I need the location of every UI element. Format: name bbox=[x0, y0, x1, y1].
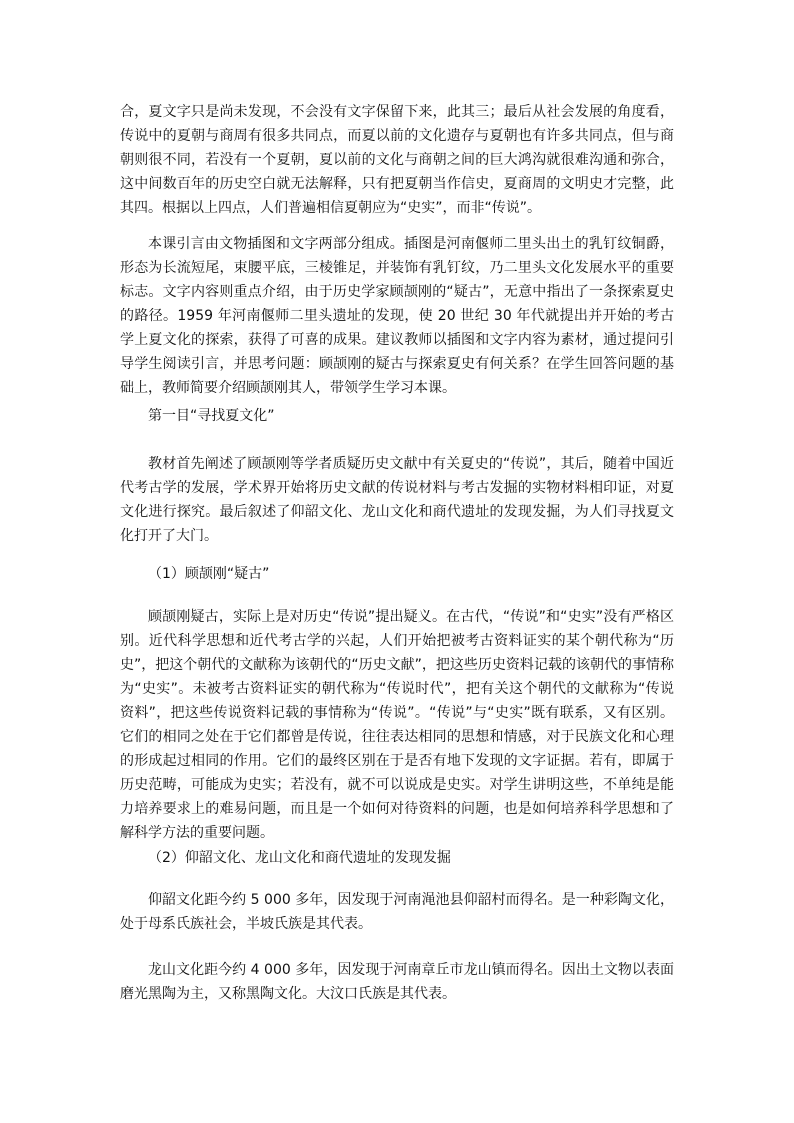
subheading-site-discoveries: （2）仰韶文化、龙山文化和商代遗址的发现发掘 bbox=[148, 850, 451, 866]
paragraph-legend-vs-history: 顾颉刚疑古，实际上是对历史“传说”提出疑义。在古代，“传说”和“史实”没有严格区别。近代科学思想和近代考古学的兴起，人们开始把被考古资料证实的某个朝代称为“历史”，把这个朝代的文献称为该朝代的“历史文献”，把这些历史资料记载的该朝代的事情称为“史实”。未被考古资料证实的朝代称为“传说时代”，把有关这个朝代的文献称为“传说资料”，把这些传说资料记载的事情称为“传说”。“传说”与“史实”既有联系，又有区别。它们的相同之处在于它们都曾是传说，往往表达相同的思想和情感，对于民族文化和心理的形成起过相同的作用。它们的最终区别在于是否有地下发现的文字证据。若有，即属于历史范畴，可能成为史实；若没有，就不可以说成是史实。对学生讲明这些，不单纯是能力培养要求上的难易问题，而且是一个如何对待资料的问题，也是如何培养科学思想和了解科学方法的重要问题。 bbox=[120, 609, 674, 841]
paragraph-dynasty-evidence: 合，夏文字只是尚未发现，不会没有文字保留下来，此其三；最后从社会发展的角度看，传说中的夏朝与商周有很多共同点，而夏以前的文化遗存与夏朝也有许多共同点，但与商朝则很不同，若没有一个夏朝，夏以前的文化与商朝之间的巨大鸿沟就很难沟通和弥合，这中间数百年的历史空白就无法解释，只有把夏朝当作信史，夏商周的文明史才完整，此其四。根据以上四点，人们普遍相信夏朝应为“史实”，而非“传说”。 bbox=[120, 104, 674, 216]
paragraph-textbook-overview: 教材首先阐述了顾颉刚等学者质疑历史文献中有关夏史的“传说”，其后，随着中国近代考古学的发展，学术界开始将历史文献的传说材料与考古发掘的实物材料相印证，对夏文化进行探究。最后叙述了仰韶文化、龙山文化和商代遗址的发现发掘，为人们寻找夏文化打开了大门。 bbox=[120, 456, 674, 544]
subheading-gu-jiegang-doubt: （1）顾颉刚“疑古” bbox=[148, 566, 270, 582]
paragraph-longshan-culture: 龙山文化距今约 4 000 多年，因发现于河南章丘市龙山镇而得名。因出土文物以表面磨光黑陶为主，又称黑陶文化。大汶口氏族是其代表。 bbox=[120, 962, 674, 1002]
paragraph-yangshao-culture: 仰韶文化距今约 5 000 多年，因发现于河南渑池县仰韶村而得名。是一种彩陶文化，处于母系氏族社会，半坡氏族是其代表。 bbox=[120, 892, 674, 932]
paragraph-lesson-intro: 本课引言由文物插图和文字两部分组成。插图是河南偃师二里头出土的乳钉纹铜爵，形态为长流短尾，束腰平底，三棱锥足，并装饰有乳钉纹，乃二里头文化发展水平的重要标志。文字内容则重点介绍，由于历史学家顾颉刚的“疑古”，无意中指出了一条探索夏史的路径。1959 年河南偃师二里头遗址的发现，使 20 世纪 30 年代就提出并开始的考古学上夏文化的探索，获得了可喜的成果。建议教师以插图和文字内容为素材，通过提问引导学生阅读引言，并思考问题：顾颉刚的疑古与探索夏史有何关系？在学生回答问题的基础上，教师简要介绍顾颉刚其人，带领学生学习本课。 bbox=[120, 236, 674, 396]
section-heading-finding-xia-culture: 第一目“寻找夏文化” bbox=[148, 408, 275, 424]
